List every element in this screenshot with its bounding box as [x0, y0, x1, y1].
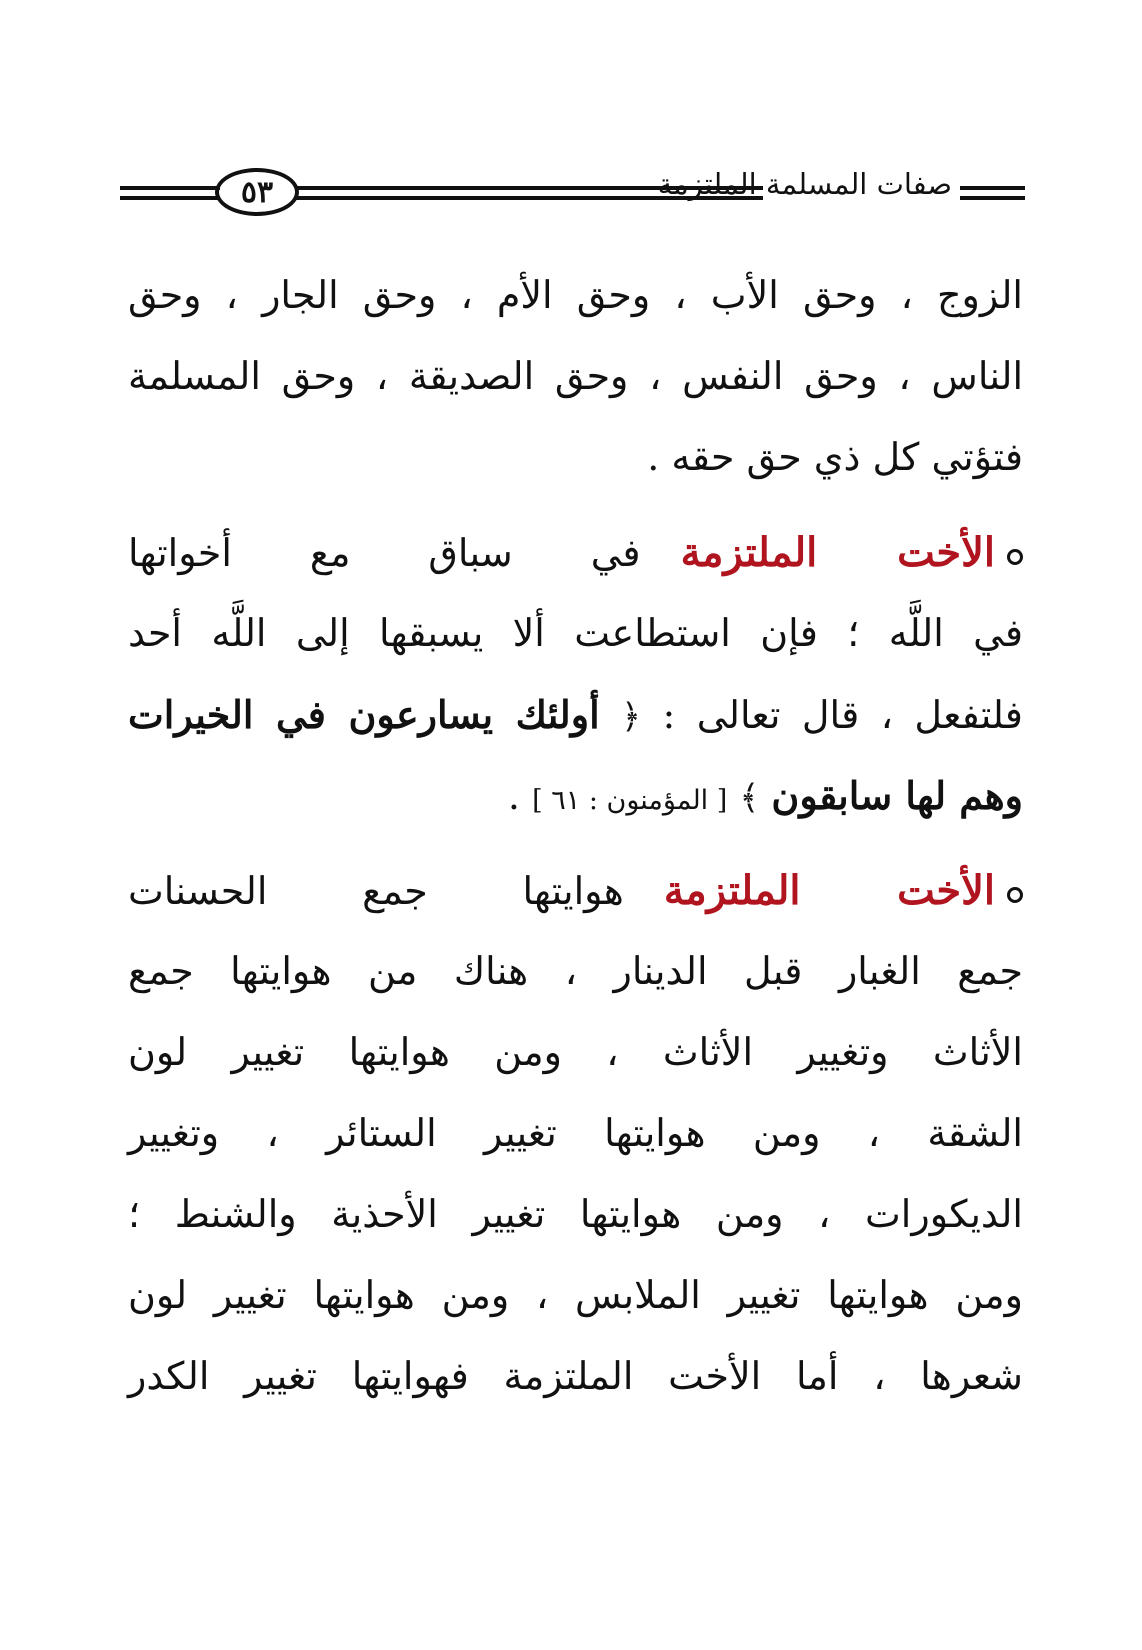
text-line: الناس ، وحق النفس ، وحق الصديقة ، وحق المسلمة — [128, 354, 1023, 398]
section-heading-line — [128, 512, 1023, 593]
section-heading: الأخت الملتزمة — [663, 867, 995, 914]
bullet-circle-icon — [1007, 887, 1023, 903]
running-title: صفات المسلمة الملتزمة — [657, 167, 952, 201]
text-line: شعرها ، أما الأخت الملتزمة فهوايتها تغيير الكدر — [128, 1354, 1023, 1398]
section-heading: الأخت الملتزمة — [680, 529, 995, 576]
quran-quote: أولئك يسارعون في الخيرات — [128, 692, 600, 737]
page-number: ٥٣ — [215, 168, 299, 216]
page-header — [120, 165, 1025, 225]
text-line: الشقة ، ومن هوايتها تغيير الستائر ، وتغيير — [128, 1111, 1023, 1155]
header-rule-left — [120, 186, 220, 200]
text-line: الزوج ، وحق الأب ، وحق الأم ، وحق الجار ، وحق — [128, 273, 1023, 317]
text-line: ومن هوايتها تغيير الملابس ، ومن هوايتها تغيير لون — [128, 1273, 1023, 1317]
page-body — [128, 255, 1023, 1417]
text-span: فلتفعل ، قال تعالى : — [662, 693, 1023, 737]
text-line — [128, 755, 1023, 836]
text-line: جمع الغبار قبل الدينار ، هناك من هوايتها جمع — [128, 949, 1023, 993]
text-span: في سباق مع أخواتها — [128, 531, 641, 575]
quran-quote: وهم لها سابقون — [771, 773, 1023, 818]
text-line: فتؤتي كل ذي حق حقه . — [647, 435, 1023, 479]
ornate-bracket-open: ﴿ — [621, 697, 642, 737]
end-mark: . — [507, 774, 521, 818]
header-rule-right — [960, 186, 1025, 200]
text-line: في اللَّه ؛ فإن استطاعت ألا يسبقها إلى اللَّه أحد — [128, 611, 1023, 655]
text-line — [128, 674, 1023, 755]
bullet-circle-icon — [1007, 549, 1023, 565]
text-span: هوايتها جمع الحسنات — [128, 869, 624, 913]
section-heading-line — [128, 850, 1023, 931]
verse-reference: [ المؤمنون : ٦١ ] — [532, 785, 728, 816]
text-line: الديكورات ، ومن هوايتها تغيير الأحذية والشنط ؛ — [128, 1192, 1023, 1236]
ornate-bracket-close: ﴾ — [739, 778, 760, 818]
text-line: الأثاث وتغيير الأثاث ، ومن هوايتها تغيير لون — [128, 1030, 1023, 1074]
